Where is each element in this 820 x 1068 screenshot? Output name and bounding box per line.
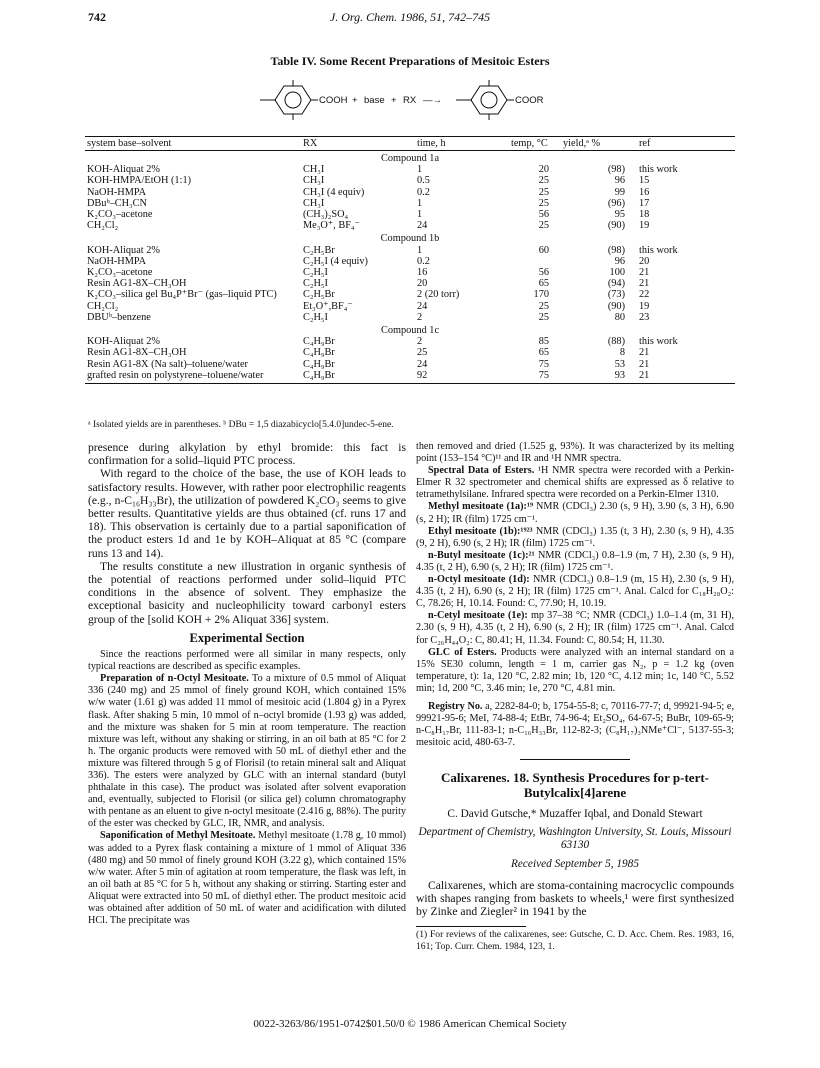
table-cell: CH₃I	[303, 175, 325, 187]
paragraph-text: NMR (CDCl₃) 1.35 (t, 3 H), 2.30 (s, 9 H), 4.35 (9, 2 H), 6.90 (s, 2 H); IR (film) 1725 cm⁻¹.	[416, 525, 735, 549]
table-cell: 1	[417, 244, 423, 256]
table-cell: CH₃I	[303, 197, 325, 209]
compound-group-label: Compound 1c	[380, 325, 440, 337]
table-cell: 85	[538, 336, 549, 348]
table-cell: 19	[639, 300, 650, 312]
affiliation: Department of Chemistry, Washington University, St. Louis, Missouri 63130	[418, 825, 732, 851]
left-column	[88, 441, 406, 927]
journal-citation	[88, 10, 732, 25]
table-cell: K₂CO₃–silica gel Bu₄P⁺Br⁻ (gas–liquid PTC)	[87, 289, 277, 301]
table-cell: KOH-HMPA/EtOH (1:1)	[87, 175, 192, 187]
running-header	[88, 10, 732, 26]
table-cell: 80	[614, 311, 625, 323]
table-row	[85, 336, 735, 347]
table-cell: Resin AG1-8X–CH₃OH	[87, 278, 187, 290]
table-cell: CH₂Cl₂	[87, 220, 119, 232]
table-cell: (98)	[607, 164, 625, 176]
col-header: temp, °C	[509, 137, 561, 151]
footnote: (1) For reviews of the calixarenes, see: Gutsche, C. D. Acc. Chem. Res. 1983, 16, 161; Top. Curr. Chem. 1984, 123, 1.	[416, 929, 734, 952]
table-cell: C₄H₉Br	[303, 347, 335, 359]
table-row	[85, 312, 735, 323]
table-cell	[509, 256, 561, 267]
table-cell: 17	[639, 197, 650, 209]
table-cell: C₄H₉Br	[303, 358, 335, 370]
table-cell: 65	[538, 347, 549, 359]
table-cell: C₂H₅Br	[303, 289, 335, 301]
table-row	[85, 175, 735, 186]
paragraph	[416, 550, 734, 574]
page-number: 742	[88, 10, 106, 24]
table-cell: 25	[538, 220, 549, 232]
table-cell: 56	[538, 209, 549, 221]
table-cell: CH₂Cl₂	[87, 300, 119, 312]
table-cell: 75	[509, 370, 561, 384]
table-cell: 53	[614, 358, 625, 370]
table-row	[85, 164, 735, 175]
paragraph: then removed and dried (1.525 g, 93%). It was characterized by its melting point (153–154 °C)¹¹ and IR and ¹H NMR spectra.	[416, 441, 734, 465]
run-in-heading: Ethyl mesitoate (1b):¹⁹²³	[428, 525, 533, 537]
paragraph: Calixarenes, which are stoma-containing macrocyclic compounds with shapes ranging from baskets to wheels,¹ were first synthesized by Zinke and Ziegler² in 1941 by the	[416, 878, 734, 919]
table-cell: 25	[538, 175, 549, 187]
table-cell: KOH-Aliquat 2%	[87, 164, 160, 176]
paragraph-text: Products were analyzed with an internal standard on a 15% SE30 column, length = 1 m, carrier gas N₂, p = 1.2 kg (oven temperature, t): 1a, 120 °C, 2.82 min; 1b, 120 °C, 4.12 min; 1c, 140 °C, 5.52 min; 1d, 200 °C, 3.46 min; 1e, 270 °C, 4.81 min.	[416, 646, 734, 694]
table-cell: C₂H₅I	[303, 278, 328, 290]
table-row	[85, 289, 735, 300]
journal-volume: 1986, 51, 742–745	[397, 10, 491, 24]
table-cell: 21	[637, 370, 735, 384]
table-cell: 21	[639, 358, 650, 370]
table-cell: 25	[417, 347, 428, 359]
table-cell: NaOH-HMPA	[87, 255, 147, 267]
scheme-rx: RX	[403, 95, 417, 106]
table-row	[85, 278, 735, 289]
table-cell: DBuᵇ–CH₃CN	[87, 197, 147, 209]
paragraph: The results constitute a new illustration in organic synthesis of the potential of reactions performed under solid–liquid PTC conditions in the absence of solvent. They emphasize the exceptional basicity and nucleophilicity toward carbonyl esters group of the [solid KOH + 2% Aliquat 336] system.	[88, 559, 406, 626]
table-cell: 25	[538, 311, 549, 323]
scheme-plus-2: +	[391, 95, 397, 106]
col-header: system base–solvent	[85, 137, 301, 151]
col-header: yield,ᵃ %	[561, 137, 637, 151]
table-cell: 65	[538, 278, 549, 290]
compound-group-label: Compound 1b	[380, 233, 440, 245]
table-cell: 23	[639, 311, 650, 323]
run-in-heading: Preparation of n-Octyl Mesitoate.	[100, 673, 249, 685]
run-in-heading: GLC of Esters.	[428, 646, 497, 658]
run-in-heading: Methyl mesitoate (1a):¹⁹	[428, 501, 533, 513]
table-cell: grafted resin on polystyrene–toluene/water	[85, 370, 301, 384]
table-cell: 0.5	[417, 175, 430, 187]
paragraph-text: ¹H NMR spectra were recorded with a Perkin-Elmer R 32 spectrometer and chemical shifts are expressed as δ relative to tetramethylsilane. Infrared spectra were recorded on a Perkin-Elmer 1310.	[416, 465, 734, 501]
scheme-arrow: —→	[423, 95, 442, 106]
table-footnote: ᵃ Isolated yields are in parentheses. ᵇ DBu = 1,5 diazabicyclo[5.4.0]undec-5-ene.	[88, 420, 394, 430]
paragraph-text: mp 37–38 °C; NMR (CDCl₃) 1.0–1.4 (m, 31 H), 2.30 (s, 9 H), 4.35 (t, 2 H), 6.90 (s, 2 H); IR (film) 1725 cm⁻¹. Anal. Calcd for C₂₆H₄₄O₂: C, 80.41; H, 11.34. Found: C, 80.54; H, 11.30.	[416, 610, 734, 646]
table-cell: Me₃O⁺, BF₄⁻	[303, 220, 360, 232]
table-cell: 25	[538, 197, 549, 209]
table-cell: (96)	[607, 197, 625, 209]
table-row	[85, 370, 735, 384]
table-cell: 24	[417, 300, 428, 312]
table-group-row	[85, 231, 735, 244]
section-heading: Experimental Section	[189, 630, 305, 645]
table-cell: 25	[538, 300, 549, 312]
table-group-row	[85, 151, 735, 165]
scheme-base: base	[364, 95, 385, 106]
table-cell: (90)	[607, 300, 625, 312]
paragraph	[416, 465, 734, 501]
table-row	[85, 198, 735, 209]
table-cell: 2	[417, 336, 423, 348]
table-cell: 170	[533, 289, 549, 301]
paragraph-text: To a mixture of 0.5 mmol of Aliquat 336 (240 mg) and 25 mmol of finely ground KOH, which contained 15% w/w water (1.61 g) was added 11 mmol of mesitoic acid (1.804 g) in a Pyrex flask. After shaking 5 min, 10 mmol of n–octyl bromide (1.93 g) was added, and the mixture was shaken for 5 min at room temperature. The reaction mixture was left, without any shaking or stirring, in an oil bath at 85 °C for 2 h. The organic products were removed with 50 mL of diethyl ether and the mixture was filtered through 5 g of Florisil (to retain mineral salt and Aliquat 336). The esters were analyzed by GLC with an internal standard (butyl phthalate in this case). The product was isolated after solvent evaporation and, eventually, subjected to Florisil (or silica gel) column chromatography with pentane as an eluent to give n-octyl mesitoate (2.416 g, 88%). The purity of the ester was checked by GLC, IR, NMR, and analysis.	[88, 673, 406, 830]
journal-name: J. Org. Chem.	[329, 10, 398, 24]
col-header: ref	[637, 137, 735, 151]
table-cell: 0.2	[417, 255, 430, 267]
paragraph-text: NMR (CDCl₃) 0.8–1.9 (m, 15 H), 2.30 (s, 9 H), 4.35 (t, 2 H), 6.90 (s, 2 H); IR (film) 1725 cm⁻¹. Anal. Calcd for C₁₈H₂₈O₂: C, 78.26; H, 10.14. Found: C, 77.90; H, 10.19.	[416, 574, 734, 610]
table-cell: C₄H₉Br	[301, 370, 415, 384]
table-cell: 20	[538, 164, 549, 176]
paragraph: Since the reactions performed were all similar in many respects, only typical reactions are described as specific examples.	[88, 649, 406, 673]
table-cell: 60	[538, 244, 549, 256]
run-in-heading: Registry No.	[428, 700, 483, 712]
table-cell: 75	[538, 358, 549, 370]
col-header: time, h	[415, 137, 509, 151]
table-cell: 25	[538, 186, 549, 198]
paragraph-text: NMR (CDCl₃) 2.30 (s, 9 H), 3.90 (s, 3 H), 6.90 (s, 2 H); IR (film) 1725 cm⁻¹.	[416, 501, 734, 525]
authors: C. David Gutsche,* Muzaffer Iqbal, and Donald Stewart	[447, 808, 703, 821]
table-cell: 21	[639, 278, 650, 290]
right-column	[416, 441, 734, 952]
paragraph	[416, 501, 734, 525]
table-row	[85, 187, 735, 198]
table-cell: Et₃O⁺,BF₄⁻	[303, 300, 353, 312]
table-cell: this work	[639, 336, 678, 348]
table-cell: CH₃I	[303, 164, 325, 176]
paragraph	[416, 526, 734, 550]
paragraph: presence during alkylation by ethyl bromide: this fact is confirmation for a solid–liquid PTC process.	[88, 441, 406, 468]
scheme-plus-1: +	[352, 95, 358, 106]
table-cell: 16	[417, 267, 428, 279]
run-in-heading: Saponification of Methyl Mesitoate.	[100, 830, 256, 842]
table-cell: 93	[561, 370, 637, 384]
table-cell: C₂H₅I	[303, 311, 328, 323]
paragraph-text: NMR (CDCl₃) 0.8–1.9 (m, 7 H), 2.30 (s, 9 H), 4.35 (t, 2 H), 6.90 (s, 2 H); IR (film) 1725 cm⁻¹.	[416, 549, 734, 573]
table-cell: 19	[639, 220, 650, 232]
run-in-heading: n-Butyl mesitoate (1c):²¹	[428, 549, 535, 561]
table-cell: (94)	[607, 278, 625, 290]
table-cell: NaOH-HMPA	[87, 186, 147, 198]
footnote-divider	[416, 926, 526, 927]
table-cell: 22	[639, 289, 650, 301]
table-row	[85, 245, 735, 256]
scheme-right-group: COOR	[515, 95, 544, 106]
data-table	[85, 136, 735, 384]
table-cell: CH₃I (4 equiv)	[303, 186, 365, 198]
table-cell: 96	[614, 255, 625, 267]
table-cell: 8	[619, 347, 625, 359]
reaction-scheme	[250, 78, 580, 122]
received-date: Received September 5, 1985	[511, 857, 639, 870]
paragraph	[416, 647, 734, 695]
table-cell: Resin AG1-8X–CH₃OH	[87, 347, 187, 359]
divider	[520, 759, 630, 760]
run-in-heading: Spectral Data of Esters.	[428, 465, 535, 477]
table-cell: (CH₃)₂SO₄	[303, 209, 349, 221]
table-cell: 99	[614, 186, 625, 198]
table-cell: (88)	[607, 336, 625, 348]
run-in-heading: n-Octyl mesitoate (1d):	[428, 574, 530, 586]
table-cell: C₂H₅I	[303, 267, 328, 279]
mesitoate-ester-structure	[456, 80, 514, 120]
table-cell: K₂CO₃–acetone	[87, 267, 153, 279]
table-cell: KOH-Aliquat 2%	[87, 336, 160, 348]
table-cell: 24	[417, 358, 428, 370]
compound-group-label: Compound 1a	[380, 153, 440, 164]
table-cell: 56	[538, 267, 549, 279]
table-cell: 21	[639, 347, 650, 359]
table-cell: this work	[639, 244, 678, 256]
table-row	[85, 267, 735, 278]
table-row	[85, 209, 735, 220]
table-cell: 92	[415, 370, 509, 384]
paragraph	[88, 830, 406, 927]
scheme-left-group: COOH	[319, 95, 348, 106]
col-header: RX	[301, 137, 415, 151]
paragraph	[416, 574, 734, 610]
table-header-row	[85, 137, 735, 151]
table-cell: Resin AG1-8X (Na salt)–toluene/water	[87, 358, 248, 370]
article-title: Calixarenes. 18. Synthesis Procedures for p-tert-Butylcalix[4]arene	[440, 770, 710, 801]
table-cell: 18	[639, 209, 650, 221]
paragraph	[416, 701, 734, 749]
table-cell: 100	[609, 267, 625, 279]
paragraph-text: a, 2282-84-0; b, 1754-55-8; c, 70116-77-7; d, 99921-94-5; e, 99921-95-6; MeI, 74-88-4; EtBr, 74-96-4; Et₂SO₄, 64-67-5; BuBr, 109-65-9; n-C₈H₁₇Br, 111-83-1; n-C₁₆H₃₃Br, 112-82-3; (C₈H₁₇)₃NMe⁺Cl⁻, 5137-55-3; mesitoic acid, 480-63-7.	[416, 700, 734, 749]
run-in-heading: n-Cetyl mesitoate (1e):	[428, 610, 528, 622]
table-cell: 21	[639, 267, 650, 279]
paragraph-text: Methyl mesitoate (1.78 g, 10 mmol) was added to a Pyrex flask containing a mixture of 1 mmol of Aliquat 336 (480 mg) and 50 mmol of finely ground KOH (3.22 g), which contained 15% w/w water. After 5 min of agitation at room temperature, the flask was left, in an oil bath at 85 °C for 5 h, without any shaking or stirring. Starting ester and Aliquat were extracted into 50 mL of diethyl ether. The product mesitoic acid was obtained after addition of 50 mL of water and acidification with diluted HCl. The precipitate was	[88, 830, 406, 927]
page-footer: 0022-3263/86/1951-0742$01.50/0 © 1986 American Chemical Society	[253, 1018, 567, 1030]
table-cell: this work	[639, 164, 678, 176]
table-cell: C₂H₅Br	[303, 244, 335, 256]
paragraph	[88, 673, 406, 830]
mesitoic-acid-structure	[260, 80, 318, 120]
table-cell: (90)	[607, 220, 625, 232]
table-cell: (73)	[607, 289, 625, 301]
table-cell: KOH-Aliquat 2%	[87, 244, 160, 256]
table-cell: DBUᵇ–benzene	[87, 311, 151, 323]
table-cell: 1	[417, 197, 423, 209]
table-cell: (98)	[607, 244, 625, 256]
paragraph	[416, 610, 734, 646]
table-cell: 20	[639, 255, 650, 267]
table-cell: C₂H₅I (4 equiv)	[303, 255, 368, 267]
table-cell: 2	[417, 311, 423, 323]
table-cell: 95	[614, 209, 625, 221]
table-cell: 20	[417, 278, 428, 290]
table-row	[85, 256, 735, 267]
table-row	[85, 347, 735, 358]
table-row	[85, 301, 735, 312]
table-row	[85, 359, 735, 370]
table-cell: 96	[614, 175, 625, 187]
table-cell: C₄H₉Br	[303, 336, 335, 348]
table-row	[85, 220, 735, 231]
table-cell: 16	[639, 186, 650, 198]
table-cell: 24	[417, 220, 428, 232]
paragraph: With regard to the choice of the base, the use of KOH leads to satisfactory results. However, with rather poor electrophilic reagents (e.g., n-C₁₆H₃₃Br), the utilization of powdered K₂CO₃ seems to give better results. Quantitative yields are thus obtained (cf. runs 17 and 18). This observation is certainly due to a partial saponification of the product esters 1d and 1e by KOH–Aliquat at 85 °C (compare runs 13 and 14).	[88, 467, 406, 560]
table-cell: 1	[417, 209, 423, 221]
table-cell: 2 (20 torr)	[417, 289, 460, 301]
table-cell: 15	[639, 175, 650, 187]
table-cell: K₂CO₃–acetone	[87, 209, 153, 221]
table-cell: 1	[417, 164, 423, 176]
table-group-row	[85, 323, 735, 336]
table-cell: 0.2	[417, 186, 430, 198]
table-title: Table IV. Some Recent Preparations of Mesitoic Esters	[270, 54, 550, 68]
